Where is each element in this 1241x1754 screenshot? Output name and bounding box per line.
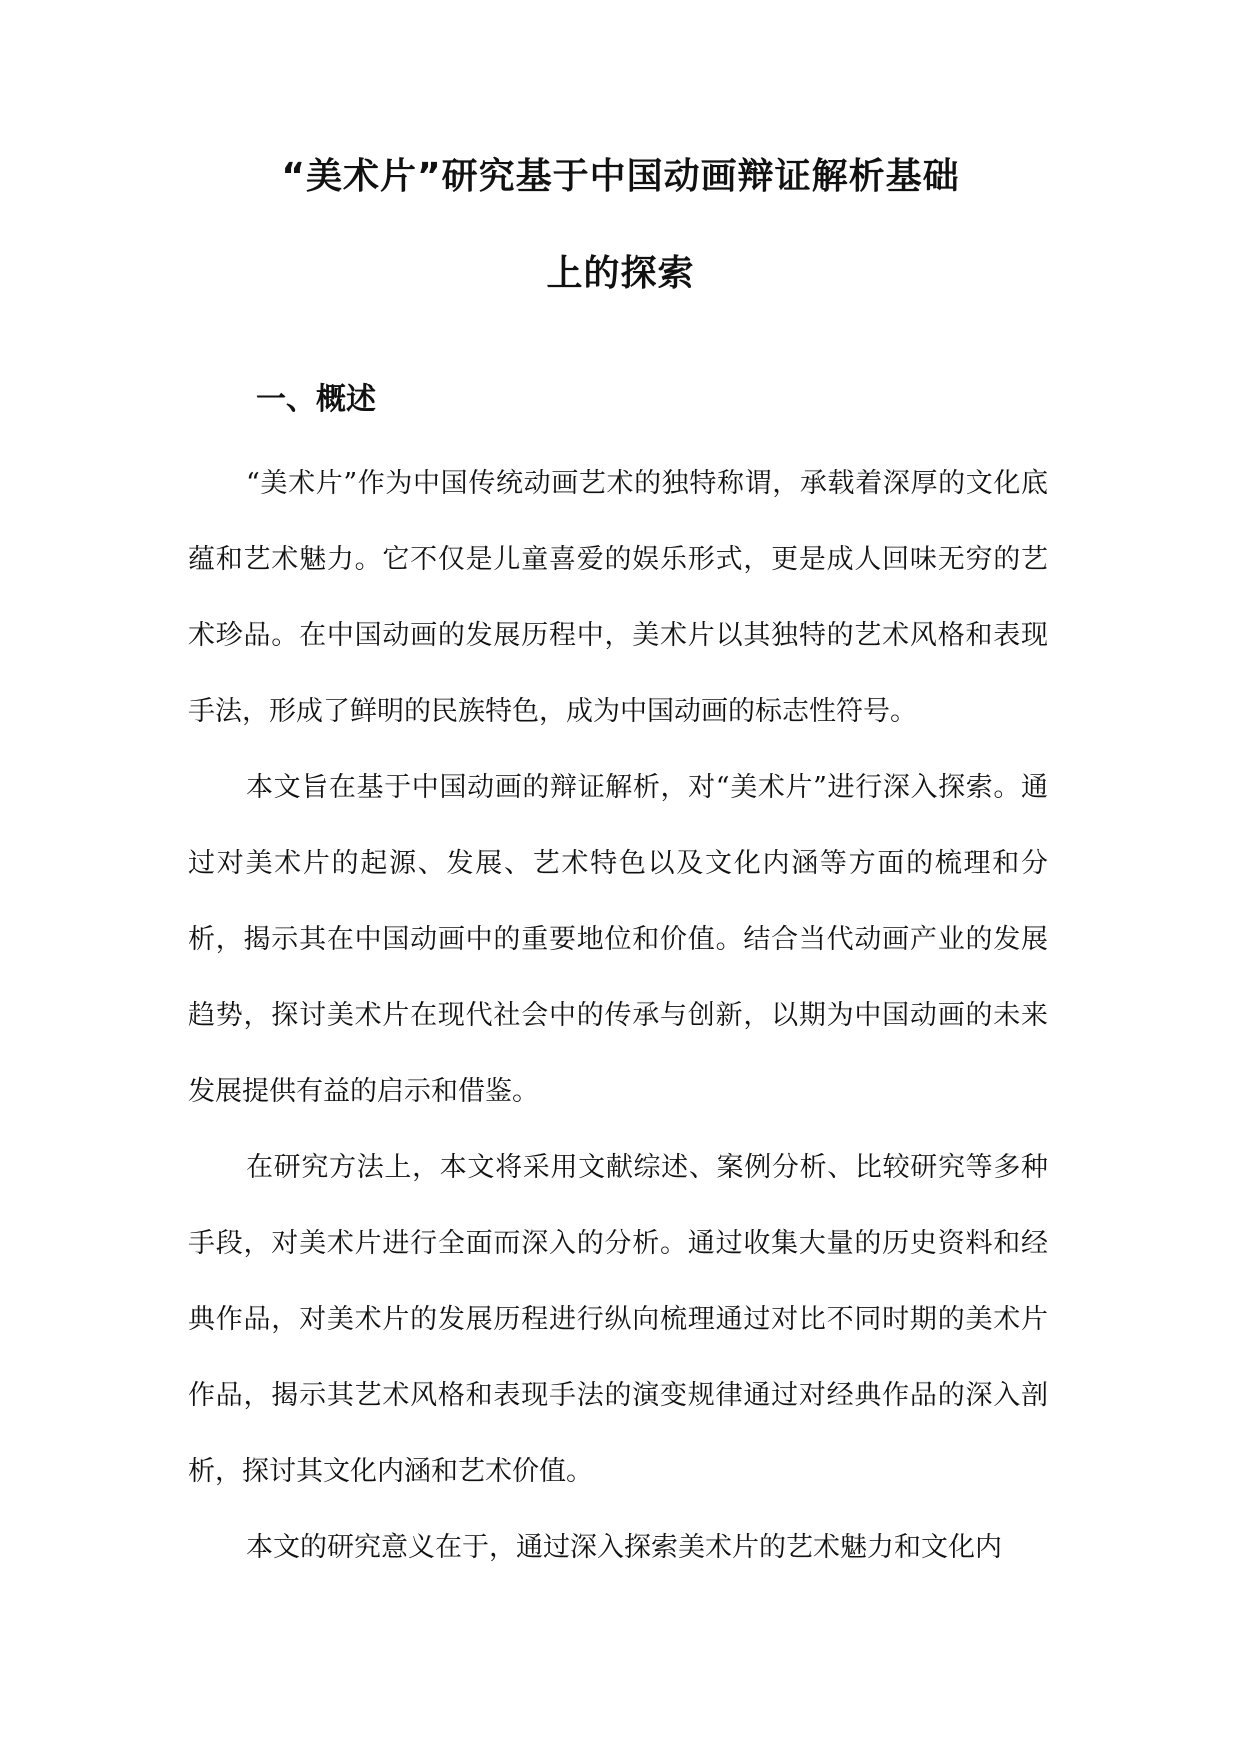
section-heading: 一、概述 — [256, 382, 376, 417]
document-title-line-1: “美术片”研究基于中国动画辩证解析基础 — [281, 156, 960, 197]
paragraph-2: 本文旨在基于中国动画的辩证解析，对“美术片”进行深入探索。通过对美术片的起源、发展、艺术特色以及文化内涵等方面的梳理和分析，揭示其在中国动画中的重要地位和价值。结合当代动画产业的发展趋势，探讨美术片在现代社会中的传承与创新，以期为中国动画的未来发展提供有益的启示和借鉴。 — [188, 772, 1048, 1107]
document-title-line-2: 上的探索 — [546, 253, 695, 294]
paragraph-4: 本文的研究意义在于，通过深入探索美术片的艺术魅力和文化内 — [246, 1532, 1002, 1563]
paragraph-1: “美术片”作为中国传统动画艺术的独特称谓，承载着深厚的文化底蕴和艺术魅力。它不仅是儿童喜爱的娱乐形式，更是成人回味无穷的艺术珍品。在中国动画的发展历程中，美术片以其独特的艺术风格和表现手法，形成了鲜明的民族特色，成为中国动画的标志性符号。 — [188, 468, 1048, 727]
paragraph-3: 在研究方法上，本文将采用文献综述、案例分析、比较研究等多种手段，对美术片进行全面而深入的分析。通过收集大量的历史资料和经典作品，对美术片的发展历程进行纵向梳理通过对比不同时期的美术片作品，揭示其艺术风格和表现手法的演变规律通过对经典作品的深入剖析，探讨其文化内涵和艺术价值。 — [188, 1152, 1048, 1487]
